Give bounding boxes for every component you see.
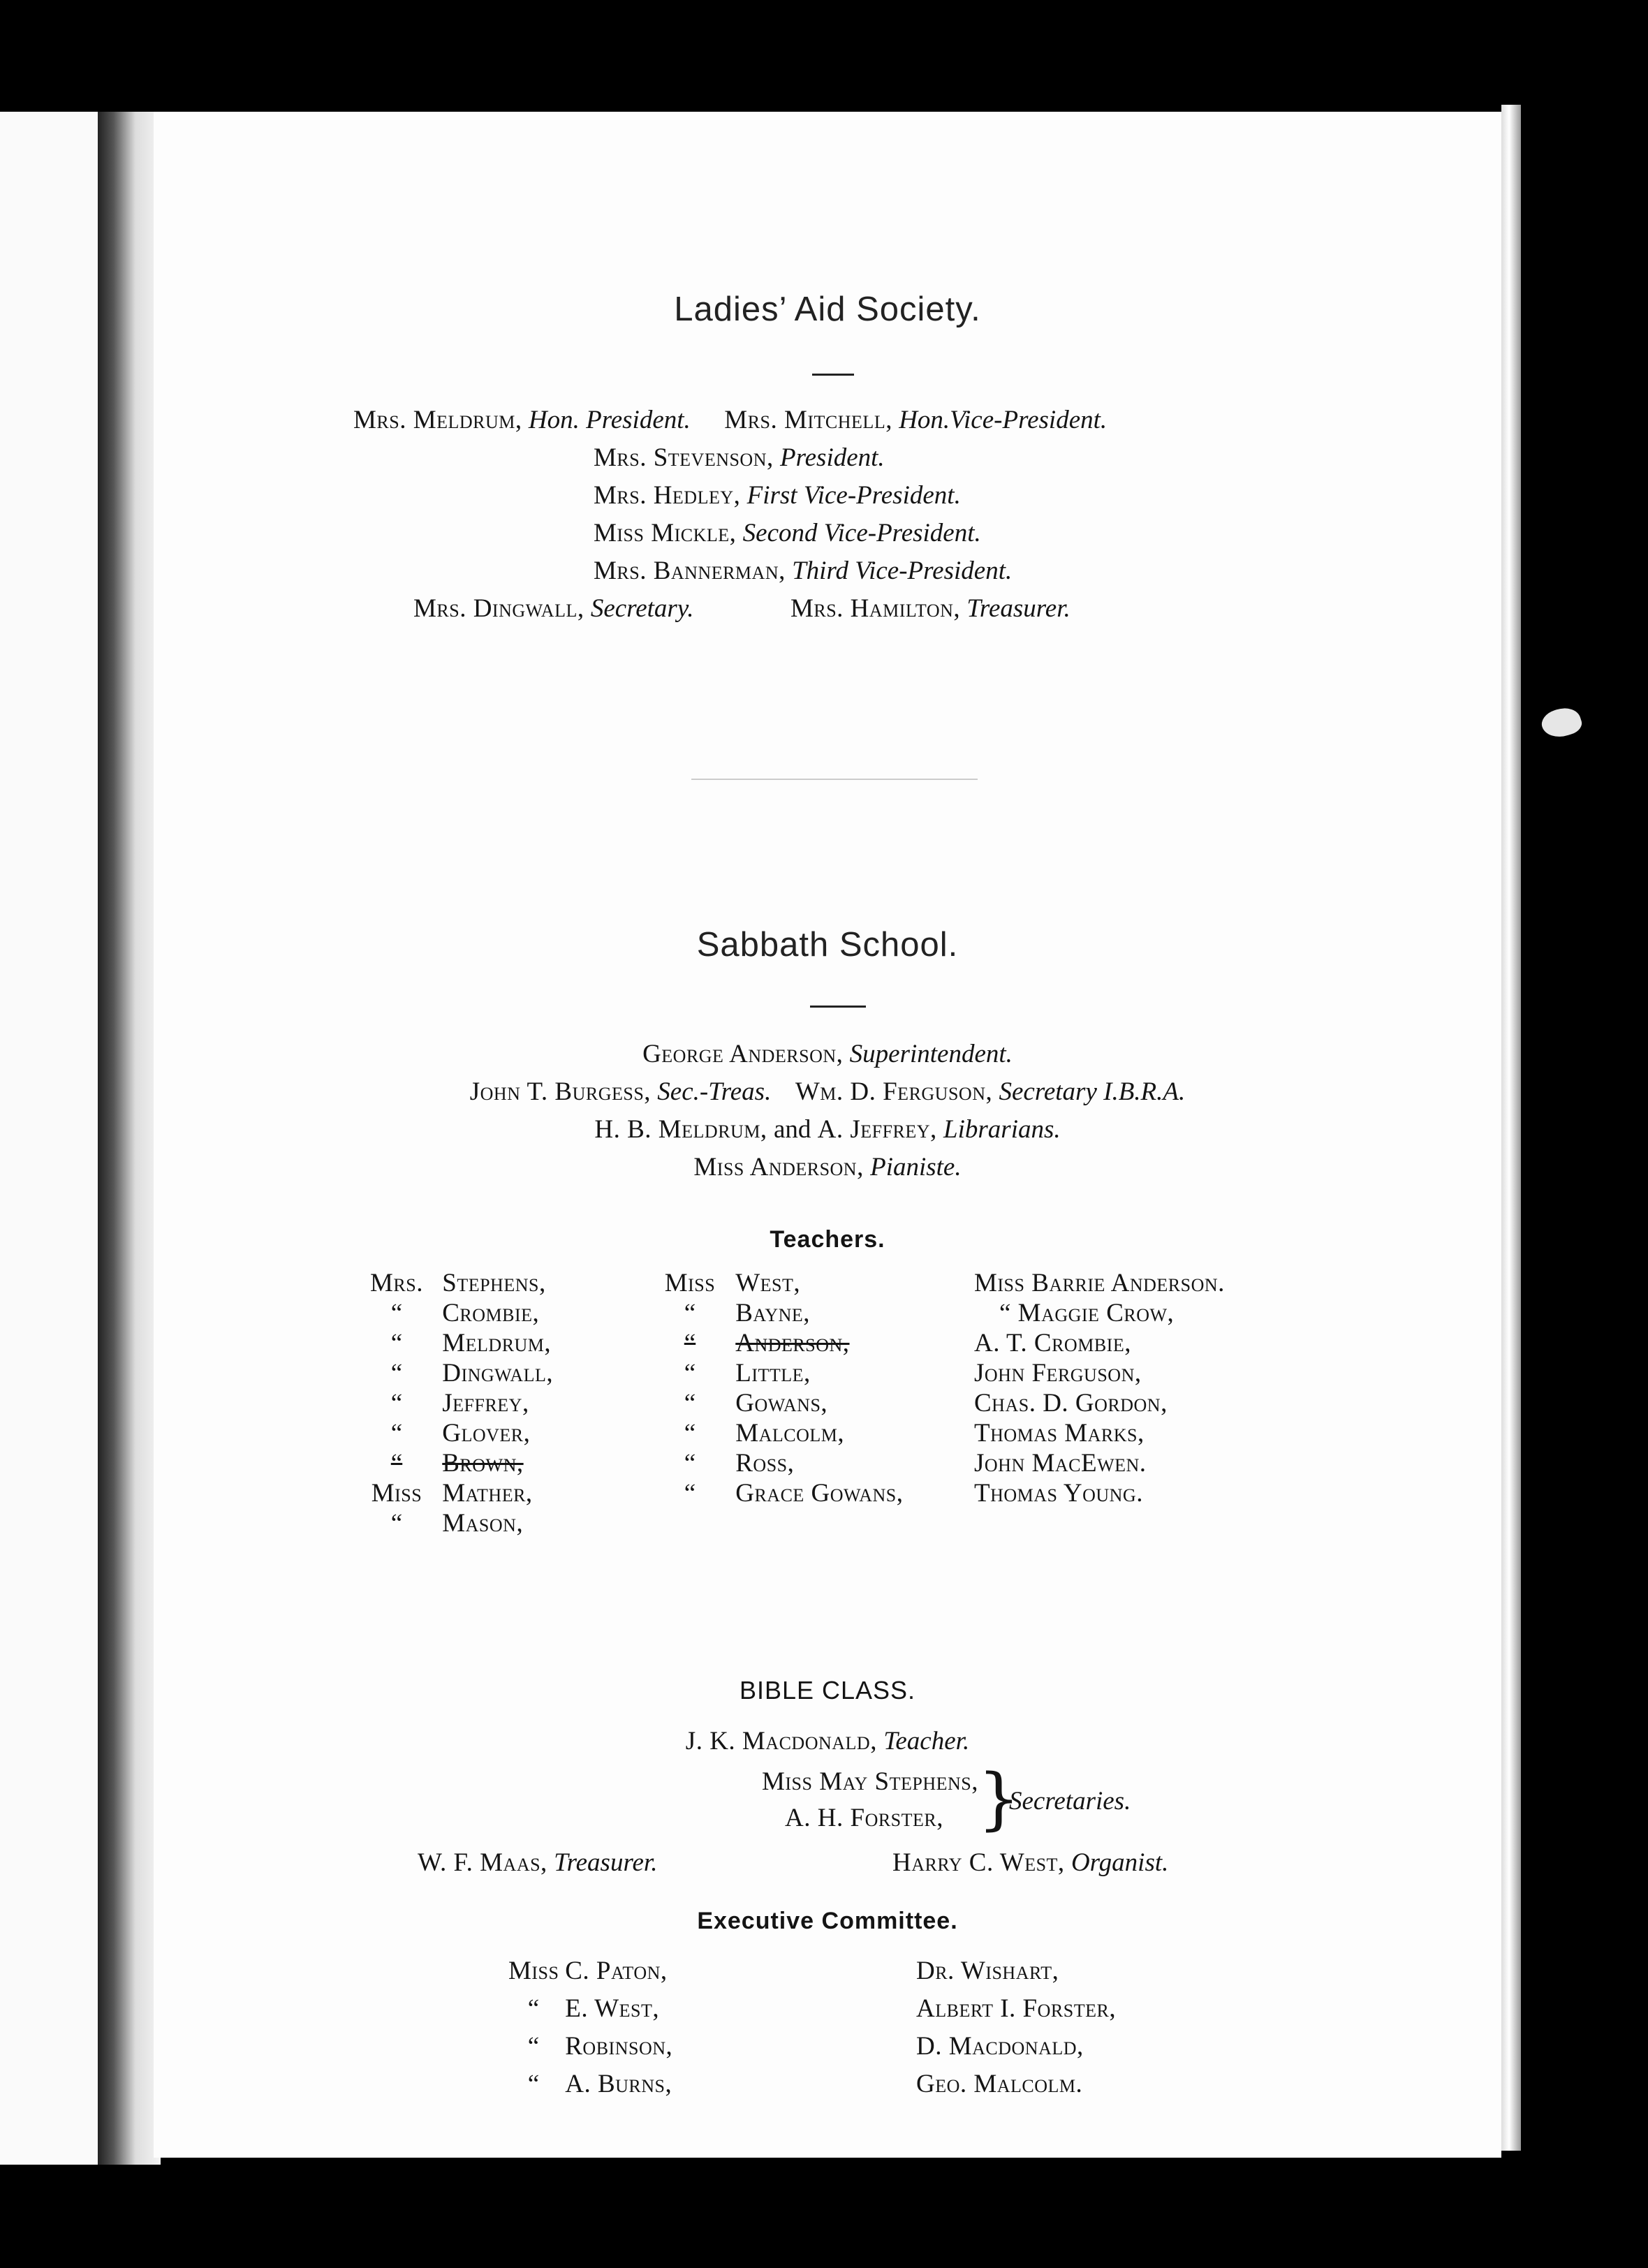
list-item: “ Glover,	[390, 1419, 531, 1448]
title-rule	[810, 1006, 866, 1008]
list-item: Albert I. Forster,	[916, 1994, 1117, 2023]
paper-stain	[1538, 703, 1584, 742]
list-item: “ Jeffrey,	[390, 1389, 529, 1418]
list-item: “ Meldrum,	[390, 1329, 552, 1357]
officer-name: Wm. D. Ferguson,	[795, 1077, 993, 1106]
teachers-column-3	[974, 1268, 1225, 1508]
officer-role: Librarians.	[943, 1115, 1061, 1144]
officer-name: Mrs. Hamilton,	[790, 594, 961, 623]
list-item: A. T. Crombie,	[974, 1329, 1131, 1357]
officer-role: Treasurer.	[554, 1848, 658, 1877]
list-item: Geo. Malcolm.	[916, 2070, 1083, 2098]
librarians-line	[154, 1114, 1501, 1144]
officer-role: Sec.-Treas.	[657, 1077, 772, 1106]
secretaries-role: Secretaries.	[1009, 1787, 1131, 1816]
officers-line	[154, 1077, 1501, 1107]
ladies-aid-line-6	[413, 594, 1071, 624]
bible-class-treasurer	[418, 1848, 657, 1878]
list-item: “ Robinson,	[527, 2032, 673, 2061]
pianiste-line	[154, 1152, 1501, 1182]
list-item: Miss Mather,	[371, 1479, 533, 1508]
bible-class-heading: BIBLE CLASS.	[739, 1676, 916, 1704]
teachers-column-1	[358, 1268, 553, 1538]
list-item: “ Ross,	[684, 1449, 795, 1478]
list-item: Dr. Wishart,	[916, 1957, 1059, 1985]
facing-page	[0, 112, 105, 2165]
officer-role: President.	[780, 443, 885, 472]
officer-role: Organist.	[1071, 1848, 1169, 1877]
officer-name: Miss Anderson,	[693, 1153, 864, 1181]
bible-class-organist	[892, 1848, 1168, 1878]
bible-class-secretary-1: Miss May Stephens,	[762, 1767, 978, 1796]
sabbath-school-title: Sabbath School.	[696, 926, 959, 964]
superintendent-line	[154, 1039, 1501, 1069]
ladies-aid-line-2	[594, 443, 885, 473]
list-item: “ Malcolm,	[684, 1419, 845, 1448]
ladies-aid-line-5	[594, 556, 1012, 586]
page-edge	[1501, 105, 1521, 2151]
officer-name: John T. Burgess,	[469, 1077, 652, 1106]
list-item: “ Gowans,	[684, 1389, 828, 1418]
officer-name: J. K. Macdonald,	[685, 1727, 877, 1755]
list-item: “ Grace Gowans,	[684, 1479, 904, 1508]
list-item: John MacEwen.	[974, 1449, 1147, 1478]
brace-symbol: }	[978, 1760, 1021, 1838]
officer-role: Pianiste.	[870, 1153, 962, 1181]
officer-role: Secretary.	[590, 594, 694, 623]
executive-right-column	[916, 1952, 1116, 2103]
list-item: “ Crombie,	[390, 1299, 540, 1327]
officer-role: Hon.Vice-President.	[899, 406, 1108, 434]
officer-name: Mrs. Mitchell,	[724, 406, 892, 434]
officer-name: George Anderson,	[642, 1040, 844, 1068]
officer-role: First Vice-President.	[746, 481, 961, 510]
officer-name: Harry C. West,	[892, 1848, 1065, 1877]
ladies-aid-line-1	[353, 405, 1107, 435]
list-item: “ Mason,	[390, 1509, 524, 1538]
executive-committee-heading: Executive Committee.	[697, 1908, 958, 1934]
list-item: Miss West,	[664, 1269, 801, 1297]
officer-role: Superintendent.	[849, 1040, 1013, 1068]
officer-role: Teacher.	[883, 1727, 970, 1755]
officer-name: Miss Mickle,	[594, 519, 737, 547]
officer-role: Treasurer.	[966, 594, 1071, 623]
officer-name: Mrs. Meldrum,	[353, 406, 522, 434]
list-item-struck: “ Anderson,	[684, 1329, 850, 1357]
officer-name: Mrs. Stevenson,	[594, 443, 774, 472]
bible-class-secretary-2: A. H. Forster,	[785, 1804, 943, 1832]
officer-name: H. B. Meldrum,	[594, 1115, 767, 1144]
joiner-text: and	[773, 1115, 811, 1144]
list-item: “ A. Burns,	[527, 2070, 672, 2098]
officer-name: Mrs. Bannerman,	[594, 557, 786, 585]
list-item: John Ferguson,	[974, 1359, 1142, 1387]
list-item: D. Macdonald,	[916, 2032, 1084, 2061]
ladies-aid-line-4	[594, 518, 981, 548]
list-item: “ Maggie Crow,	[999, 1299, 1175, 1327]
teachers-column-2	[651, 1268, 903, 1508]
title-rule	[812, 374, 854, 376]
ladies-aid-line-3	[594, 480, 961, 510]
list-item: Thomas Young.	[974, 1479, 1143, 1508]
officer-name: A. Jeffrey,	[817, 1115, 937, 1144]
section-divider	[691, 779, 978, 780]
officer-role: Secretary I.B.R.A.	[999, 1077, 1186, 1106]
book-gutter	[98, 112, 161, 2165]
list-item: “ Little,	[684, 1359, 811, 1387]
executive-left-column	[508, 1952, 672, 2103]
list-item: Miss C. Paton,	[508, 1957, 668, 1985]
officer-role: Third Vice-President.	[792, 557, 1013, 585]
teachers-heading: Teachers.	[770, 1226, 885, 1253]
officer-name: Mrs. Dingwall,	[413, 594, 584, 623]
ladies-aid-title: Ladies’ Aid Society.	[674, 290, 981, 328]
list-item: Chas. D. Gordon,	[974, 1389, 1168, 1418]
officer-role: Second Vice-President.	[742, 519, 981, 547]
list-item-struck: “ Brown,	[390, 1449, 524, 1478]
list-item: Mrs. Stephens,	[370, 1269, 546, 1297]
list-item: Thomas Marks,	[974, 1419, 1145, 1448]
document-page	[154, 112, 1501, 2158]
list-item: Miss Barrie Anderson.	[974, 1269, 1225, 1297]
officer-name: W. F. Maas,	[418, 1848, 547, 1877]
list-item: “ Dingwall,	[390, 1359, 554, 1387]
list-item: “ Bayne,	[684, 1299, 811, 1327]
officer-role: Hon. President.	[528, 406, 691, 434]
bible-class-teacher	[154, 1726, 1501, 1756]
officer-name: Mrs. Hedley,	[594, 481, 741, 510]
list-item: “ E. West,	[527, 1994, 660, 2023]
